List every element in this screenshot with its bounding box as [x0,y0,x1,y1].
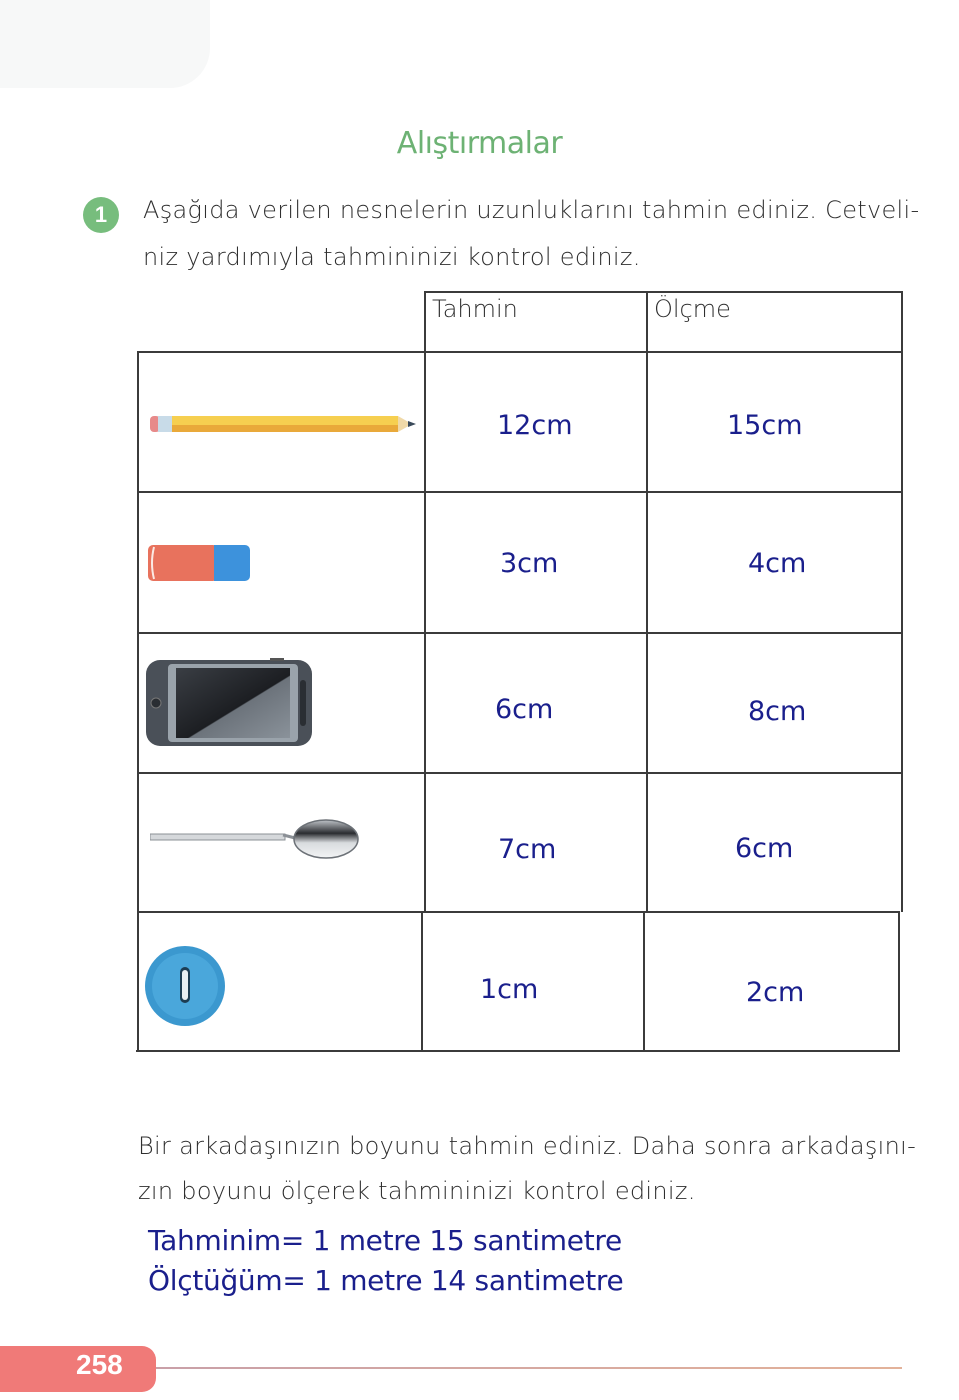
footer-rule [156,1367,902,1369]
page-corner-shade [0,0,210,88]
estimate-value: 1cm [480,974,539,1005]
task-2-line-2: zın boyunu ölçerek tahmininizi kontrol ediniz. [138,1177,696,1205]
table-border [424,291,426,911]
header-measure: Ölçme [654,295,731,323]
answer-measured: Ölçtüğüm= 1 metre 14 santimetre [148,1264,624,1297]
page-number: 258 [76,1349,123,1380]
instruction-line-2: niz yardımıyla tahmininizi kontrol ediniz. [143,243,641,271]
table-border [137,351,139,1052]
exercise-number-badge: 1 [83,197,119,233]
spoon-icon [150,815,360,865]
measure-value: 15cm [727,410,803,441]
table-border [901,291,903,912]
instruction-line-1: Aşağıda verilen nesnelerin uzunluklarını tahmin ediniz. Cetveli- [143,196,920,224]
table-border [138,491,903,493]
measure-value: 6cm [735,833,794,864]
estimate-value: 6cm [495,694,554,725]
header-estimate: Tahmin [432,295,518,323]
button-icon [144,945,226,1027]
table-border [137,911,900,913]
estimate-value: 7cm [498,834,557,865]
measure-value: 2cm [746,977,805,1008]
measure-value: 4cm [748,548,807,579]
answer-estimate: Tahminim= 1 metre 15 santimetre [148,1224,622,1257]
estimate-value: 12cm [497,410,573,441]
section-title: Alıştırmalar [396,126,563,161]
table-border [136,1050,900,1052]
table-border [421,911,423,1052]
task-2-line-1: Bir arkadaşınızın boyunu tahmin ediniz. Daha sonra arkadaşını- [138,1132,917,1160]
table-border [138,632,902,634]
table-border [646,291,648,911]
mobile-phone-icon [146,658,316,748]
eraser-icon [148,545,250,581]
table-border [138,351,903,353]
pencil-icon [150,414,420,434]
table-border [138,772,901,774]
measure-value: 8cm [748,696,807,727]
estimate-value: 3cm [500,548,559,579]
table-border [425,291,903,293]
